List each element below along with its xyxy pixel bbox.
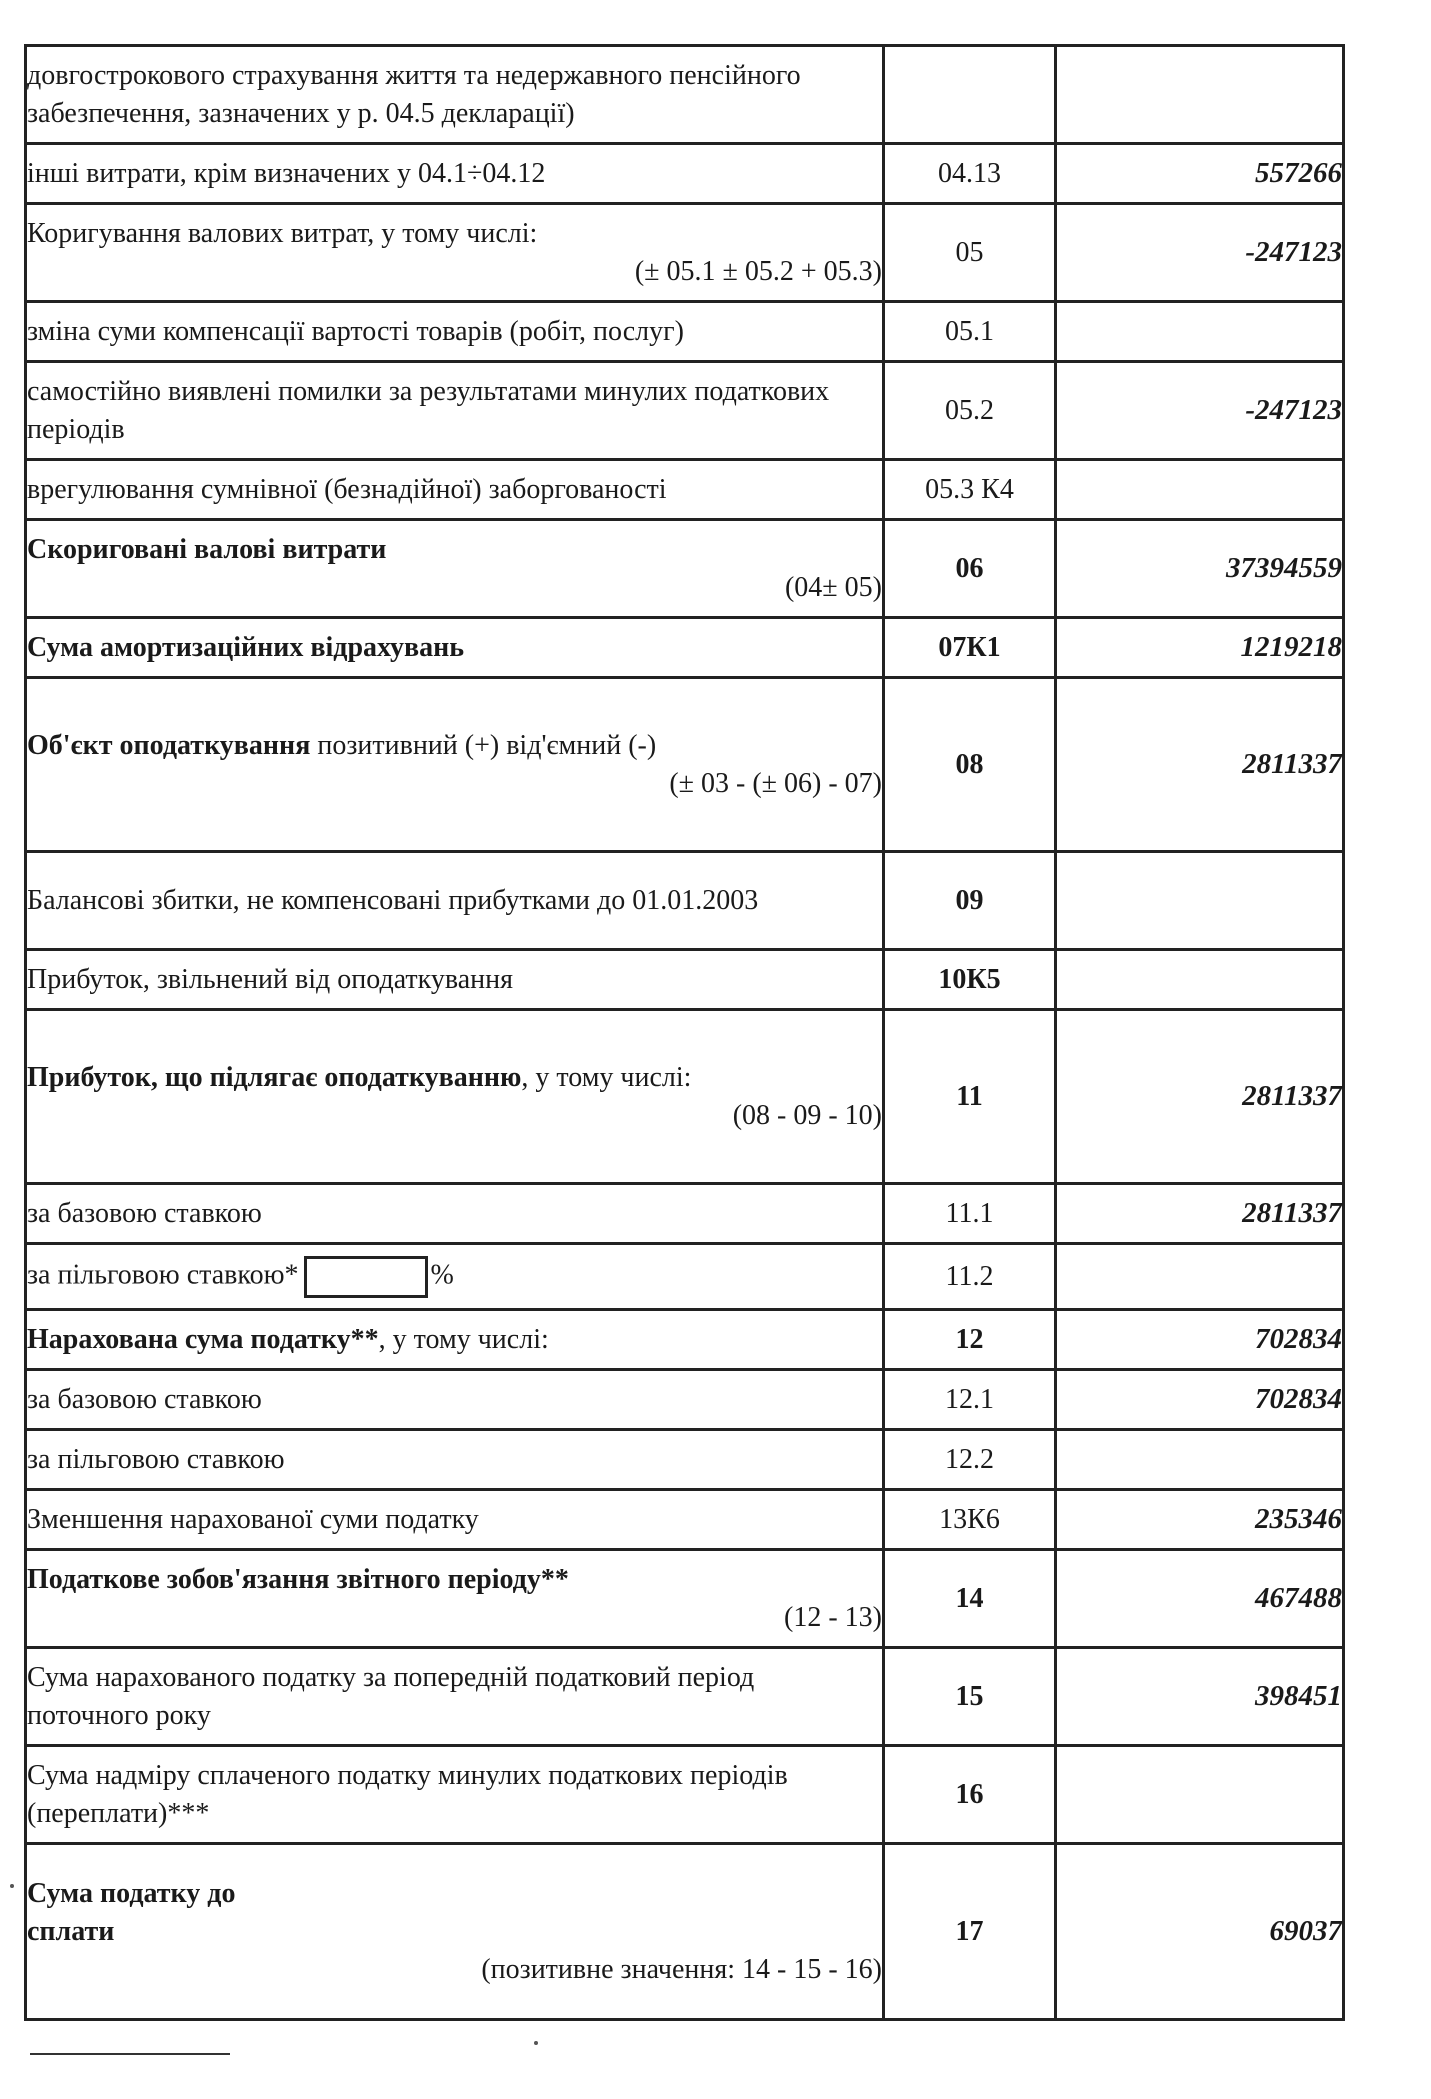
row-code: 12.1 xyxy=(884,1370,1056,1430)
row-description xyxy=(26,852,884,950)
table-row xyxy=(26,302,1344,362)
row-text xyxy=(27,1256,882,1298)
row-code: 06 xyxy=(884,520,1056,618)
row-description xyxy=(26,1648,884,1746)
row-description xyxy=(26,1490,884,1550)
declaration-form xyxy=(24,44,1345,2021)
row-text: за базовою ставкою xyxy=(27,1383,262,1415)
row-text-rest: , у тому числі: xyxy=(521,1061,692,1093)
row-text-bold: Нарахована сума податку** xyxy=(27,1323,379,1355)
row-code: 11.2 xyxy=(884,1244,1056,1310)
table-row xyxy=(26,852,1344,950)
row-value: 467488 xyxy=(1056,1550,1344,1648)
scan-speck xyxy=(534,2041,538,2045)
row-text: Балансові збитки, не компенсовані прибутками до 01.01.2003 xyxy=(27,884,759,916)
row-description xyxy=(26,618,884,678)
row-value xyxy=(1056,46,1344,144)
row-description xyxy=(26,678,884,852)
percent-sign: % xyxy=(430,1258,454,1290)
row-value: 2811337 xyxy=(1056,1184,1344,1244)
row-text: Зменшення нарахованої суми податку xyxy=(27,1503,479,1535)
row-code: 11.1 xyxy=(884,1184,1056,1244)
row-text-rest: позитивний (+) від'ємний (-) xyxy=(310,729,657,761)
row-description xyxy=(26,1746,884,1844)
row-value: 2811337 xyxy=(1056,678,1344,852)
row-text: Сума амортизаційних відрахувань xyxy=(27,631,465,663)
row-code: 14 xyxy=(884,1550,1056,1648)
row-value xyxy=(1056,950,1344,1010)
row-code: 16 xyxy=(884,1746,1056,1844)
row-value: 37394559 xyxy=(1056,520,1344,618)
row-text: зміна суми компенсації вартості товарів (робіт, послуг) xyxy=(27,315,684,347)
row-value: 398451 xyxy=(1056,1648,1344,1746)
table-row xyxy=(26,46,1344,144)
row-description xyxy=(26,1010,884,1184)
row-formula: (± 03 - (± 06) - 07) xyxy=(669,767,882,799)
row-value xyxy=(1056,1430,1344,1490)
table-row xyxy=(26,1648,1344,1746)
table-row xyxy=(26,1430,1344,1490)
row-value: -247123 xyxy=(1056,204,1344,302)
row-text-bold: Об'єкт оподаткування xyxy=(27,729,311,761)
row-formula: (08 - 09 - 10) xyxy=(732,1099,882,1131)
row-text: Скориговані валові витрати xyxy=(27,533,387,565)
table-row xyxy=(26,950,1344,1010)
row-description xyxy=(26,1370,884,1430)
row-description xyxy=(26,302,884,362)
row-value xyxy=(1056,1244,1344,1310)
row-code: 05.2 xyxy=(884,362,1056,460)
row-code: 07К1 xyxy=(884,618,1056,678)
table-row xyxy=(26,460,1344,520)
table-row xyxy=(26,1184,1344,1244)
row-description xyxy=(26,1184,884,1244)
row-code xyxy=(884,46,1056,144)
row-code: 11 xyxy=(884,1010,1056,1184)
row-text: Сума нарахованого податку за попередній податковий період поточного року xyxy=(27,1661,755,1731)
row-text xyxy=(27,727,882,765)
row-code: 12.2 xyxy=(884,1430,1056,1490)
table-row xyxy=(26,362,1344,460)
row-value xyxy=(1056,302,1344,362)
row-code: 09 xyxy=(884,852,1056,950)
row-code: 05 xyxy=(884,204,1056,302)
row-description xyxy=(26,460,884,520)
row-description xyxy=(26,204,884,302)
row-value: 1219218 xyxy=(1056,618,1344,678)
row-code: 08 xyxy=(884,678,1056,852)
row-description xyxy=(26,950,884,1010)
row-code: 13К6 xyxy=(884,1490,1056,1550)
row-description xyxy=(26,46,884,144)
row-value xyxy=(1056,1746,1344,1844)
footnote-separator xyxy=(30,2053,230,2055)
row-text: довгострокового страхування життя та недержавного пенсійного забезпечення, зазначених у р. 04.5 декларації) xyxy=(27,59,801,129)
row-value: 69037 xyxy=(1056,1844,1344,2020)
row-text xyxy=(27,1059,882,1097)
row-description xyxy=(26,1550,884,1648)
row-text: Податкове зобов'язання звітного періоду** xyxy=(27,1563,569,1595)
row-text: за пільговою ставкою xyxy=(27,1443,285,1475)
row-text-bold: Прибуток, що підлягає оподаткуванню xyxy=(27,1061,522,1093)
table-row xyxy=(26,204,1344,302)
row-description xyxy=(26,362,884,460)
row-description xyxy=(26,520,884,618)
row-text: інші витрати, крім визначених у 04.1÷04.12 xyxy=(27,157,546,189)
row-value: 702834 xyxy=(1056,1370,1344,1430)
row-code: 05.1 xyxy=(884,302,1056,362)
table-row xyxy=(26,1370,1344,1430)
row-description xyxy=(26,1844,884,2020)
row-text: врегулювання сумнівної (безнадійної) заборгованості xyxy=(27,473,667,505)
row-description xyxy=(26,1310,884,1370)
row-code: 04.13 xyxy=(884,144,1056,204)
table-row xyxy=(26,618,1344,678)
row-value: 702834 xyxy=(1056,1310,1344,1370)
row-description xyxy=(26,144,884,204)
row-text: самостійно виявлені помилки за результатами минулих податкових періодів xyxy=(27,375,830,445)
row-code: 10К5 xyxy=(884,950,1056,1010)
table-row xyxy=(26,1746,1344,1844)
table-row xyxy=(26,1310,1344,1370)
row-value: 235346 xyxy=(1056,1490,1344,1550)
row-value: -247123 xyxy=(1056,362,1344,460)
row-description xyxy=(26,1244,884,1310)
row-text-rest: , у тому числі: xyxy=(378,1323,549,1355)
row-formula: (04± 05) xyxy=(784,571,882,603)
row-formula: (± 05.1 ± 05.2 + 05.3) xyxy=(634,255,882,287)
row-formula: (12 - 13) xyxy=(784,1601,882,1633)
row-text: Прибуток, звільнений від оподаткування xyxy=(27,963,513,995)
scan-speck xyxy=(10,1884,14,1888)
tax-declaration-table xyxy=(24,44,1345,2021)
row-text: Сума податку до сплати xyxy=(27,1877,236,1947)
row-text xyxy=(27,1321,882,1359)
row-value: 2811337 xyxy=(1056,1010,1344,1184)
table-row xyxy=(26,520,1344,618)
row-text: Коригування валових витрат, у тому числі: xyxy=(27,217,538,249)
row-formula: (позитивне значення: 14 - 15 - 16) xyxy=(481,1953,882,1985)
table-row xyxy=(26,1490,1344,1550)
row-text: Сума надміру сплаченого податку минулих податкових періодів (переплати)*** xyxy=(27,1759,788,1829)
row-text: за базовою ставкою xyxy=(27,1197,262,1229)
table-row xyxy=(26,678,1344,852)
table-row xyxy=(26,1244,1344,1310)
row-value xyxy=(1056,460,1344,520)
row-description xyxy=(26,1430,884,1490)
row-code: 15 xyxy=(884,1648,1056,1746)
table-row xyxy=(26,1550,1344,1648)
row-code: 05.3 К4 xyxy=(884,460,1056,520)
row-value: 557266 xyxy=(1056,144,1344,204)
table-row xyxy=(26,1010,1344,1184)
table-row xyxy=(26,1844,1344,2020)
row-value xyxy=(1056,852,1344,950)
row-code: 12 xyxy=(884,1310,1056,1370)
preferential-rate-field[interactable] xyxy=(304,1256,428,1298)
row-code: 17 xyxy=(884,1844,1056,2020)
table-row xyxy=(26,144,1344,204)
row-text-label: за пільговою ставкою* xyxy=(27,1258,299,1290)
